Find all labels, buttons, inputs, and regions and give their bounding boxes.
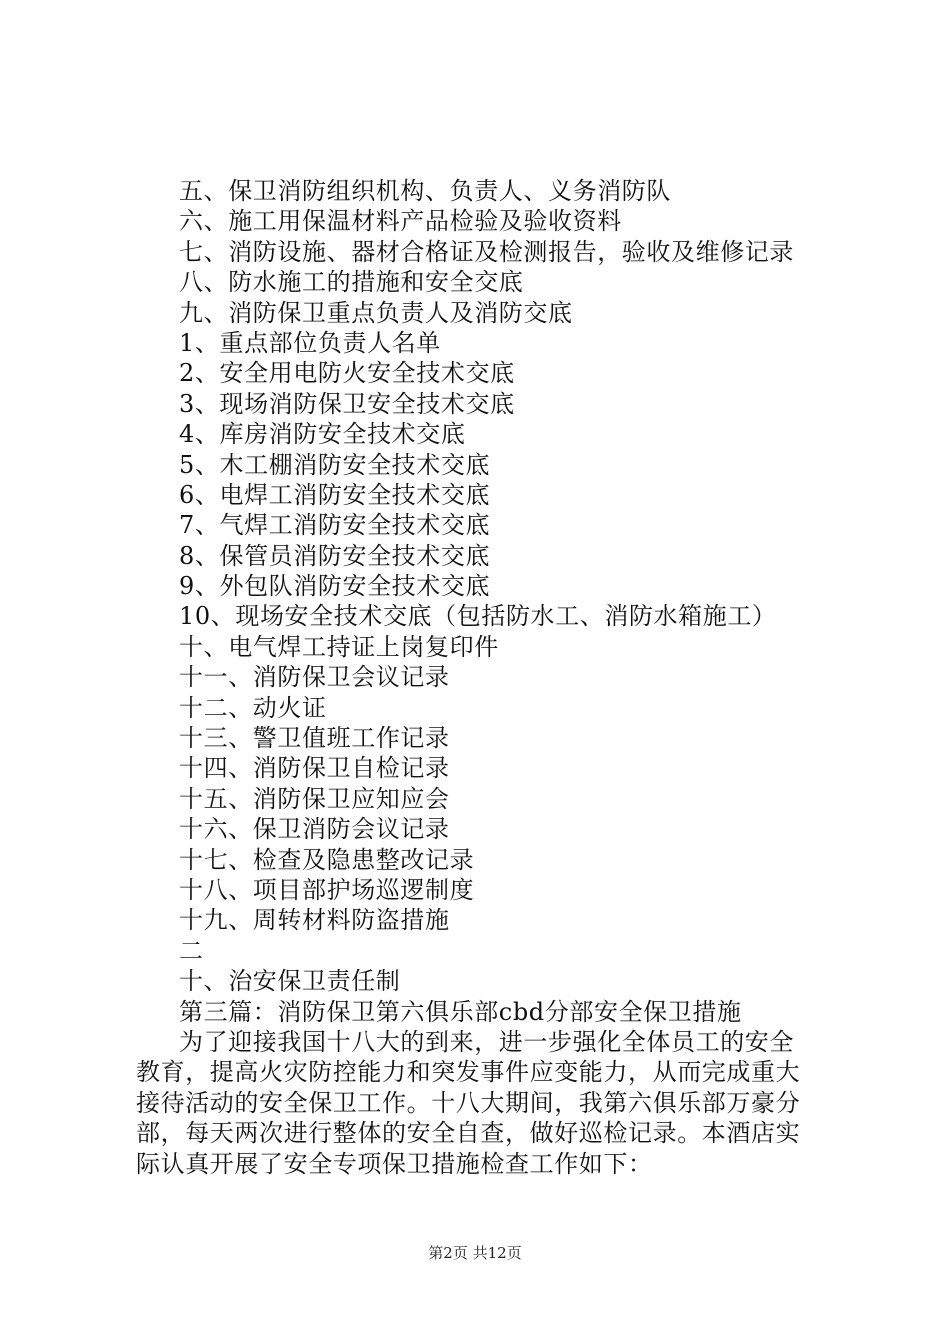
list-line: 十一、消防保卫会议记录 [179, 663, 450, 692]
list-line: 5、木工棚消防安全技术交底 [179, 450, 491, 479]
list-line: 7、气焊工消防安全技术交底 [179, 511, 491, 540]
list-line: 八、防水施工的措施和安全交底 [179, 268, 524, 297]
list-line: 3、现场消防保卫安全技术交底 [179, 389, 515, 418]
section-heading: 第三篇：消防保卫第六俱乐部cbd分部安全保卫措施 [179, 997, 742, 1026]
body-paragraph [136, 1027, 836, 1179]
paragraph-line: 为了迎接我国十八大的到来，进一步强化全体员工的安全 [179, 1028, 794, 1056]
page-number-footer: 第2页 共12页 [428, 1244, 522, 1262]
paragraph-line: 接待活动的安全保卫工作。十八大期间，我第六俱乐部万豪分 [136, 1088, 801, 1117]
list-line: 2、安全用电防火安全技术交底 [179, 359, 515, 388]
list-line: 二 [179, 936, 204, 965]
list-line: 六、施工用保温材料产品检验及验收资料 [179, 207, 622, 236]
list-line: 十九、周转材料防盗措施 [179, 906, 450, 935]
list-line: 十五、消防保卫应知应会 [179, 784, 450, 813]
list-line: 8、保管员消防安全技术交底 [179, 541, 491, 570]
paragraph-line: 教育，提高火灾防控能力和突发事件应变能力，从而完成重大 [136, 1058, 801, 1087]
list-line: 4、库房消防安全技术交底 [179, 420, 466, 449]
list-line: 9、外包队消防安全技术交底 [179, 572, 491, 601]
list-line: 十、治安保卫责任制 [179, 967, 401, 996]
list-line: 1、重点部位负责人名单 [179, 328, 441, 357]
list-line: 十、电气焊工持证上岗复印件 [179, 632, 499, 661]
list-line: 十二、动火证 [179, 693, 327, 722]
list-line: 十三、警卫值班工作记录 [179, 724, 450, 753]
list-line: 10、现场安全技术交底（包括防水工、消防水箱施工） [179, 602, 777, 631]
list-line: 6、电焊工消防安全技术交底 [179, 480, 491, 509]
paragraph-line: 际认真开展了安全专项保卫措施检查工作如下： [136, 1149, 653, 1178]
list-line: 十四、消防保卫自检记录 [179, 754, 450, 783]
document-list [179, 176, 794, 1027]
list-line: 九、消防保卫重点负责人及消防交底 [179, 298, 573, 327]
list-line: 十七、检查及隐患整改记录 [179, 845, 475, 874]
list-line: 十六、保卫消防会议记录 [179, 815, 450, 844]
paragraph-line: 部，每天两次进行整体的安全自查，做好巡检记录。本酒店实 [136, 1119, 801, 1148]
list-line: 七、消防设施、器材合格证及检测报告，验收及维修记录 [179, 237, 794, 266]
list-line: 五、保卫消防组织机构、负责人、义务消防队 [179, 177, 671, 205]
list-line: 十八、项目部护场巡逻制度 [179, 875, 475, 904]
